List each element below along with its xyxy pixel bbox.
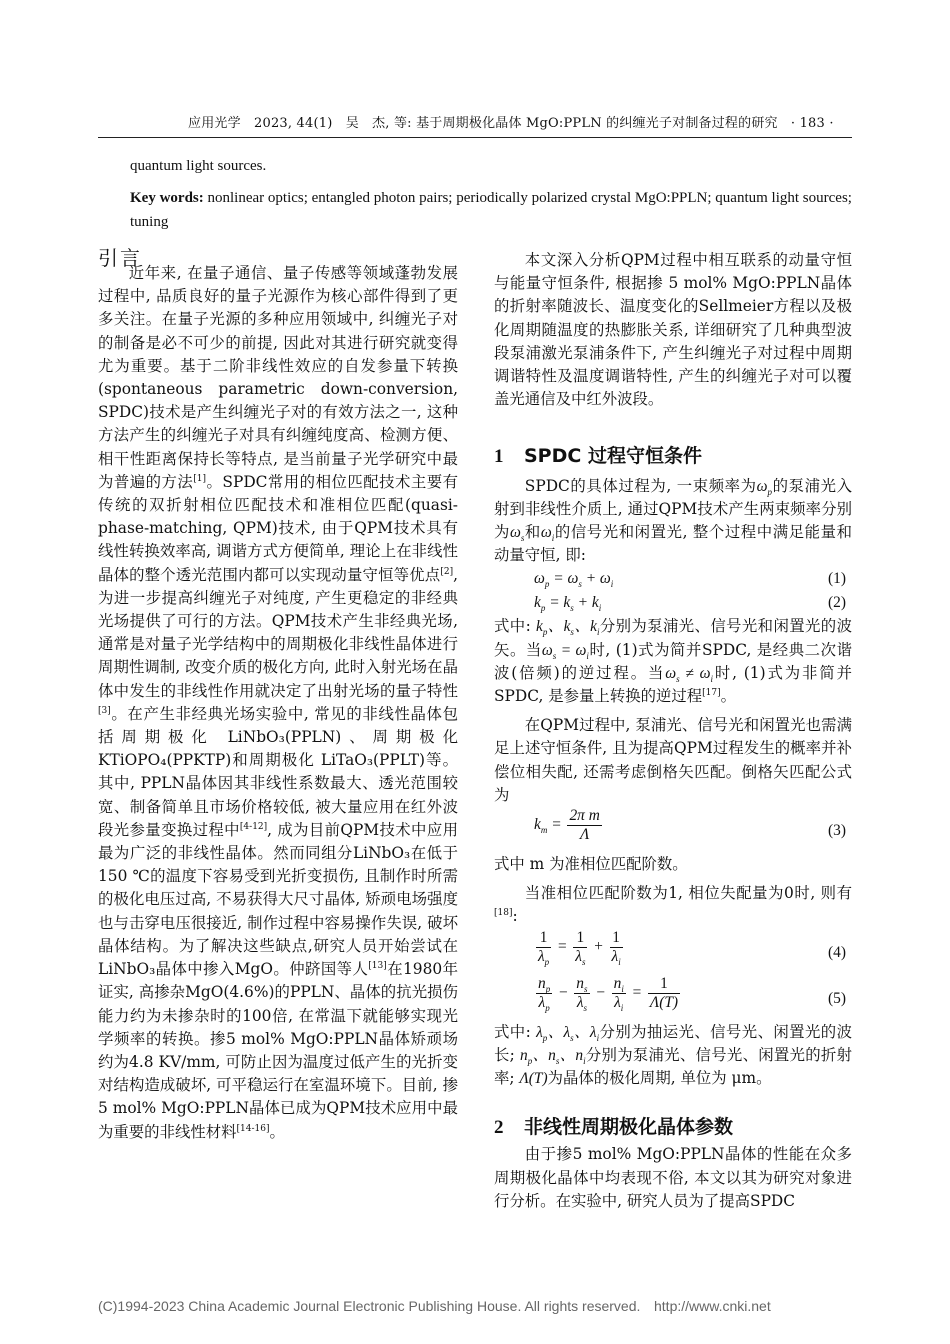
right-intro-paragraph: 本文深入分析QPM过程中相互联系的动量守恒与能量守恒条件, 根据掺 5 mol% MgO:PPLN晶体的折射率随波长、温度变化的Sellmeier方程以及极化周期随温度的热膨胀关系, 详细研究了几种典型波段泵浦激光泵浦条件下, 产生纠缠光子对过程中周期调谐特性及温度调谐特性, 产生的纠缠光子对可以覆盖光通信及中红外波段。 [494, 251, 852, 409]
citation[interactable]: [17] [702, 687, 721, 698]
keywords-text: nonlinear optics; entangled photon pairs; periodically polarized crystal MgO:PPLN; quantum light sources; tuning [130, 190, 852, 230]
header-rule [98, 137, 852, 138]
citation[interactable]: [18] [494, 908, 513, 919]
citation[interactable]: [3] [98, 705, 111, 716]
keywords-label: Key words: [130, 190, 204, 206]
equation-1: $\omega_p = \omega_s + \omega_i$ (1) [534, 570, 846, 590]
footer-url-link[interactable]: http://www.cnki.net [654, 1298, 771, 1314]
section-1-heading: 1 SPDC 过程守恒条件 [494, 445, 702, 468]
running-header: 应用光学 2023, 44(1) 吴 杰, 等: 基于周期极化晶体 MgO:PPLN 的纠缠光子对制备过程的研究 · 183 · [188, 116, 834, 131]
equation-1-2-explanation: 式中: $k_p$、$k_s$、$k_i$分别为泵浦光、信号光和闲置光的波矢。当$\omega_s = \omega_i$时, (1)式为简并SPDC, 是经典二次谐波(倍频)的逆过程。当$\omega_s \ne \omega_i$时, (1)式为非简并SPDC, 是参量上转换的逆过程[17]。 [494, 617, 852, 706]
equation-2: $k_p = k_s + k_i$ (2) [534, 594, 846, 614]
phase-match-paragraph: 当准相位匹配阶数为1, 相位失配量为0时, 则有[18]: [494, 884, 852, 926]
section-2-paragraph: 由于掺5 mol% MgO:PPLN晶体的性能在众多周期极化晶体中均表现不俗, 本文以其为研究对象进行分析。在实验中, 研究人员为了提高SPDC [494, 1145, 852, 1210]
qpm-paragraph: 在QPM过程中, 泵浦光、信号光和闲置光也需满足上述守恒条件, 且为提高QPM过程发生的概率并补偿位相失配, 还需考虑倒格矢匹配。倒格矢匹配公式为 [494, 716, 852, 804]
citation[interactable]: [14-16] [236, 1123, 270, 1134]
citation[interactable]: [2] [440, 566, 454, 577]
section-1-paragraph: SPDC的具体过程为, 一束频率为$\omega_p$的泵浦光入射到非线性介质上, 通过QPM技术产生两束频率分别为$\omega_s$和$\omega_i$的信号光和闲置光, 整个过程中满足能量和动量守恒, 即: [494, 476, 852, 565]
section-2-heading: 2 非线性周期极化晶体参数 [494, 1116, 734, 1139]
equation-5: $\frac{n_p}{\lambda_p}$ − $\frac{n_s}{\lambda_s}$ − $\frac{n_i}{\lambda_i}$ = $\frac{1}{\Lambda(T)}$ (5) [538, 974, 846, 1013]
copyright-footer: (C)1994-2023 China Academic Journal Electronic Publishing House. All rights reserved. [98, 1298, 641, 1314]
citation[interactable]: [4-12] [239, 821, 268, 832]
equation-3-explanation: 式中 m 为准相位匹配阶数。 [494, 855, 688, 874]
equation-4-5-explanation: 式中: $\lambda_p$、$\lambda_s$、$\lambda_i$分别为抽运光、信号光、闲置光的波长; $n_p$、$n_s$、$n_i$分别为泵浦光、信号光、闲置光的折射率; Λ(T)为晶体的极化周期, 单位为 μm。 [494, 1022, 852, 1088]
citation[interactable]: [13] [368, 960, 387, 971]
right-column [494, 249, 852, 1213]
equation-3: $k_m$ = $\frac{\text{2π m}}{\Lambda}$ (3) [534, 807, 846, 844]
keywords [130, 186, 852, 234]
abstract-tail: quantum light sources. [130, 158, 267, 174]
intro-heading: 引言 [98, 246, 142, 270]
left-column [98, 262, 458, 1144]
citation[interactable]: [1] [193, 473, 207, 484]
equation-4: $\frac{1}{\lambda_p}$ = $\frac{1}{\lambda_s}$ + $\frac{1}{\lambda_i}$ (4) [538, 928, 846, 967]
intro-paragraph: 近年来, 在量子通信、量子传感等领域蓬勃发展过程中, 品质良好的量子光源作为核心部件得到了更多关注。在量子光源的多种应用领域中, 纠缠光子对的制备是必不可少的前提, 因此对其进行研究就变得尤为重要。基于二阶非线性效应的自发参量下转换(spontaneous parametric down-conversion, SPDC)技术是产生纠缠光子对的有效方法之一, 这种方法产生的纠缠光子对具有纠缠纯度高、检测方便、相干性距离保持长等特点, 是当前量子光学研究中最为普遍的方法[1]。SPDC常用的相位匹配技术主要有传统的双折射相位匹配技术和准相位匹配(quasi-phase-matching, QPM)技术, 由于QPM技术具有线性转换效率高, 调谐方式方便简单, 理论上在非线性晶体的整个透光范围内都可以实现动量守恒等优点[2], 为进一步提高纠缠光子对纯度, 产生更稳定的非经典光场提供了可行的方法。QPM技术产生非经典光场, 通常是对量子光学结构中的周期极化非线性晶体进行周期性调制, 改变介质的极化方向, 此时入射光场在晶体中发生的非线性作用就决定了出射光场的量子特性[3]。在产生非经典光场实验中, 常见的非线性晶体包括周期极化 LiNbO₃(PPLN)、周期极化 KTiOPO₄(PPKTP)和周期极化 LiTaO₃(PPLT)等。其中, PPLN晶体因其非线性系数最大、透光范围较宽、制备简单且市场价格较低, 被大量应用在红外波段光参量变换过程中[4-12], 成为目前QPM技术中应用最为广泛的非线性晶体。然而同组分LiNbO₃在低于150 ℃的温度下容易受到光折变损伤, 且制作时所需的极化电压过高, 不易获得大尺寸晶体, 矫顽电场强度也与击穿电压很接近, 制作过程中容易操作失误, 破坏晶体结构。为了解决这些缺点,研究人员开始尝试在LiNbO₃晶体中掺入MgO。仲跻国等人[13]在1980年证实, 高掺杂MgO(4.6%)的PPLN、晶体的抗光损伤能力约为未掺杂时的100倍, 在常温下就能够实现光学频率的转换。掺5 mol% MgO:PPLN晶体矫顽场约为4.8 KV/mm, 可防止因为温度过低产生的光折变对结构造成破坏, 可平稳运行在室温环境下。目前, 掺 5 mol% MgO:PPLN晶体已成为QPM技术应用中最为重要的非线性材料[14-16]。 [98, 264, 459, 1141]
